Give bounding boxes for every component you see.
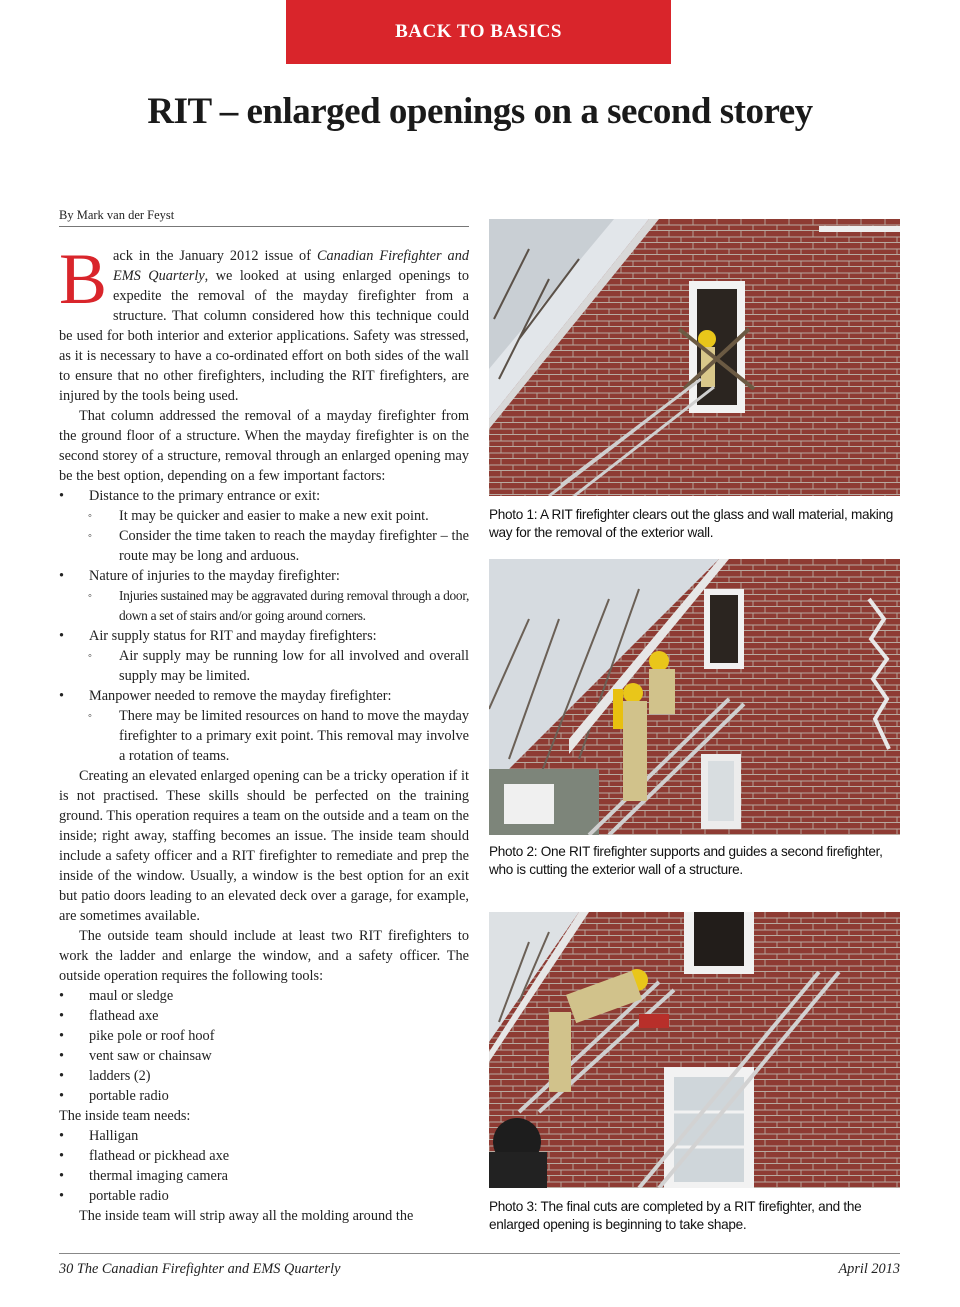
tool-item: • portable radio (59, 1086, 469, 1106)
photo-3-caption: Photo 3: The final cuts are completed by a RIT firefighter, and the enlarged opening is beginning to take shape. (489, 1199, 862, 1232)
paragraph-4: The outside team should include at least two RIT firefighters to work the ladder and enlarge the window, and a safety officer. The outside operation requires the following tools: (59, 928, 469, 984)
intro-text-cont: , we looked at using enlarged openings to expedite the removal of the mayday firefighter from a structure. That column considered how this technique could be used for both interior and exterior applications. Safety was stressed, as it is necessary to have a co-ordinated effort on both sides of the wall to ensure that no other firefighters, including the RIT firefighters, are injured by the tools being used. (59, 268, 470, 404)
section-label: BACK TO BASICS (395, 21, 562, 42)
sub-bullet-item: ◦ There may be limited resources on hand to move the mayday firefighter to a primary exit point. This removal may involve a rotation of teams. (59, 706, 469, 766)
sub-bullet-item: ◦ Air supply may be running low for all involved and overall supply may be limited. (59, 646, 469, 686)
paragraph-2: That column addressed the removal of a mayday firefighter from the ground floor of a structure. When the mayday firefighter is on the second storey of a structure, removal through an enlarged opening may be the best option, depending on a few important factors: (59, 408, 469, 484)
photo-2-caption: Photo 2: One RIT firefighter supports and guides a second firefighter, who is cutting the exterior wall of a structure. (489, 844, 883, 877)
magazine-title: Canadian Firefighter and EMS Quarterly (113, 248, 469, 284)
bullet-item: • Air supply status for RIT and mayday firefighters: (59, 626, 469, 646)
article-title: RIT – enlarged openings on a second storey (147, 91, 813, 132)
photo-3 (489, 912, 900, 1188)
footer-publication: 30 The Canadian Firefighter and EMS Quarterly (59, 1261, 341, 1277)
tool-item: • portable radio (59, 1186, 469, 1206)
tool-item: • maul or sledge (59, 986, 469, 1006)
sub-bullet-item: ◦ Consider the time taken to reach the mayday firefighter – the route may be long and arduous. (59, 526, 469, 566)
bullet-item: • Nature of injuries to the mayday firefighter: (59, 566, 469, 586)
inside-team-intro: The inside team needs: (59, 1108, 191, 1124)
intro-text: ack in the January 2012 issue of (113, 248, 317, 264)
footer-date: April 2013 (838, 1261, 900, 1277)
intro-paragraph (59, 239, 470, 406)
tool-item: • pike pole or roof hoof (59, 1026, 469, 1046)
footer-divider (59, 1253, 900, 1254)
tool-item: • thermal imaging camera (59, 1166, 469, 1186)
byline: By Mark van der Feyst (59, 208, 469, 227)
tool-item: • Halligan (59, 1126, 469, 1146)
drop-cap: B (59, 239, 108, 319)
paragraph-5: The inside team will strip away all the molding around the (79, 1208, 414, 1224)
sub-bullet-item: ◦ Injuries sustained may be aggravated during removal through a door, down a set of stairs and/or going around corners. (59, 586, 469, 626)
photo-2 (489, 559, 900, 835)
paragraph-3: Creating an elevated enlarged opening can be a tricky operation if it is not practised. These skills should be perfected on the training ground. This operation requires a team on the outside and a team on the inside; right away, staffing becomes an issue. The inside team should include a safety officer and a RIT firefighter to remediate and prep the inside of the window. Usually, a window is the best option for an exit but patio doors leading to an elevated deck over a garage, for example, are sometimes available. (59, 768, 469, 924)
sub-bullet-item: ◦ It may be quicker and easier to make a new exit point. (59, 506, 469, 526)
photo-1 (489, 219, 900, 496)
article-body (59, 239, 470, 1226)
tool-item: • vent saw or chainsaw (59, 1046, 469, 1066)
photo-1-caption: Photo 1: A RIT firefighter clears out the glass and wall material, making way for the removal of the exterior wall. (489, 507, 893, 540)
tool-item: • ladders (2) (59, 1066, 469, 1086)
section-banner (286, 0, 671, 64)
bullet-item: • Manpower needed to remove the mayday firefighter: (59, 686, 469, 706)
bullet-item: • Distance to the primary entrance or exit: (59, 486, 469, 506)
tool-item: • flathead axe (59, 1006, 469, 1026)
tool-item: • flathead or pickhead axe (59, 1146, 469, 1166)
